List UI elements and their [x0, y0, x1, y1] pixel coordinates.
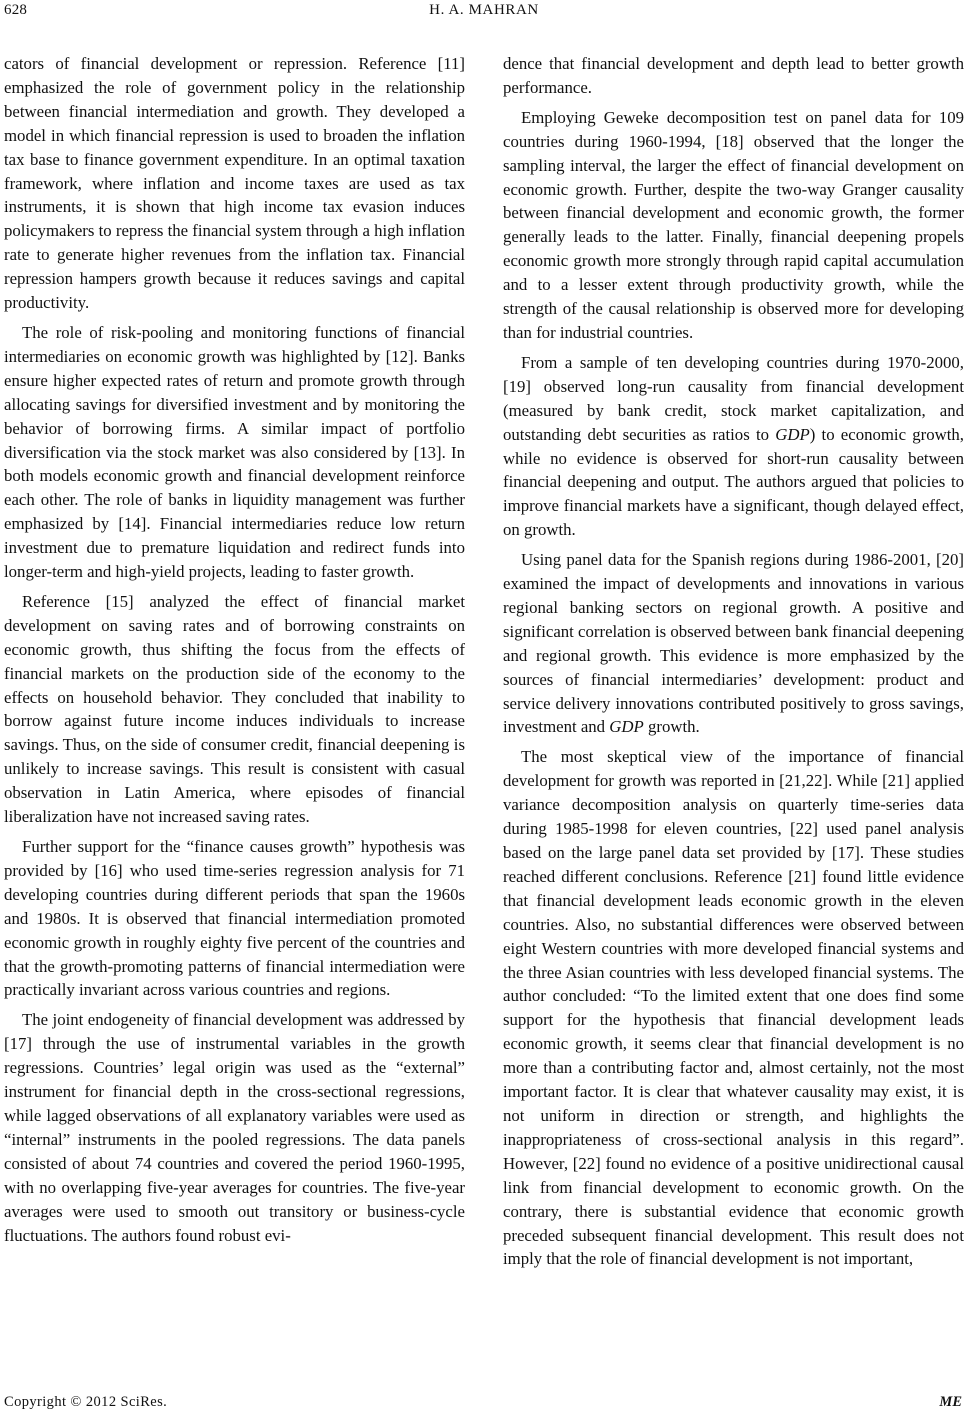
paragraph-text: ) to economic growth, while no evidence is observed for short-run causality between financial deepening and output. The authors argued that policies to improve financial markets have a significant, though delayed effect, on growth. — [503, 424, 964, 540]
paragraph-text: growth. — [643, 717, 700, 737]
running-header — [0, 0, 968, 30]
left-column — [4, 52, 465, 1247]
gdp-term: GDP — [609, 717, 644, 737]
paragraph-text: From a sample of ten developing countries during 1970-2000, [19] observed long-run causality from financial development (measured by bank credit, stock market capitalization, and outstanding debt securities as ratios to — [503, 352, 964, 444]
paragraph: Employing Geweke decomposition test on panel data for 109 countries during 1960-1994, [18] observed that the longer the sampling interval, the larger the effect of financial development on economic growth. Further, despite the two-way Granger causality between financial development and economic growth, the former generally leads to the latter. Finally, financial deepening propels economic growth more strongly through rapid capital accumulation and to a lesser extent through productivity growth, while the strength of the causal relationship is observed more for developing than for industrial countries. — [503, 107, 964, 342]
paragraph: Reference [15] analyzed the effect of financial market development on saving rates and of borrowing constraints on economic growth, thus shifting the focus from the effects of financial markets on the production side of the economy to the effects on household behavior. They concluded that inability to borrow against future income induces individuals to increase savings. Thus, on the side of consumer credit, financial deepening is unlikely to increase savings. This result is consistent with casual observation in Latin America, where episodes of financial liberalization have not increased saving rates. — [4, 591, 465, 827]
paragraph: The joint endogeneity of financial development was addressed by [17] through the use of instrumental variables in the growth regressions. Countries’ legal origin was used as the “external” instrument for financial depth in the cross-sectional regressions, while lagged observations of all explanatory variables were used as “internal” instruments in the pooled regressions. The data panels consisted of about 74 countries and covered the period 1960-1995, with no overlapping five-year averages for countries. The five-year averages were used to smooth out transitory or business-cycle fluctuations. The authors found robust evi- — [4, 1010, 465, 1245]
paragraph: dence that financial development and depth lead to better growth performance. — [503, 54, 964, 97]
paragraph — [503, 351, 964, 542]
page-footer — [0, 1390, 968, 1414]
journal-abbreviation: ME — [939, 1394, 962, 1410]
paragraph: Further support for the “finance causes growth” hypothesis was provided by [16] who used time-series regression analysis for 71 developing countries during different periods that span the 1960s and 1980s. It is observed that financial intermediation promoted economic growth in roughly eighty five percent of the countries and that the growth-promoting patterns of financial intermediation were practically invariant across various countries and regions. — [4, 837, 465, 1000]
paragraph: The role of risk-pooling and monitoring functions of financial intermediaries on economic growth was highlighted by [12]. Banks ensure higher expected rates of return and promote growth through allocating savings for diversified investment and by monitoring the behavior of borrowing firms. A similar impact of portfolio diversification via the stock market was also considered by [13]. In both models economic growth and financial development reinforce each other. The role of banks in liquidity management was further emphasized by [14]. Financial intermediaries reduce low return investment due to premature liquidation and redirect funds into longer-term and high-yield projects, leading to faster growth. — [4, 322, 465, 582]
paragraph: cators of financial development or repression. Reference [11] emphasized the role of government policy in the relationship between financial intermediation and growth. They developed a model in which financial repression is used to broaden the inflation tax base to finance government expenditure. In an optimal taxation framework, where inflation and income taxes are used as tax instruments, it is shown that high income tax evasion induces policymakers to repress the financial system through a high inflation rate to generate higher revenues from the inflation tax. Financial repression hampers growth because it reduces savings and capital productivity. — [4, 54, 465, 313]
gdp-term: GDP — [775, 424, 810, 444]
paragraph — [503, 548, 964, 739]
page-number: 628 — [4, 2, 28, 18]
copyright-notice: Copyright © 2012 SciRes. — [4, 1394, 168, 1410]
paragraph: The most skeptical view of the importance of financial development for growth was reported in [21,22]. While [21] applied variance decomposition analysis on quarterly time-series data during 1985-1998 for eleven countries, [22] used panel analysis based on the large panel data set provided by [17]. These studies reached different conclusions. Reference [21] found little evidence that financial development leads economic growth in the eleven countries. Also, no substantial differences were observed between eight Western countries with more developed financial systems and the three Asian countries with less developed financial systems. The author concluded: “To the limited extent that one does find some support for the hypothesis that financial development leads economic growth, it seems clear that financial development is no more than a contributing factor and, almost certainly, not the most important factor. It is clear that whatever causality may exist, it is not uniform in direction or strength, and highlights the inappropriateness of cross-sectional analysis in this regard”. However, [22] found no evidence of a positive unidirectional causal link from financial development to economic growth. On the contrary, there is substantial evidence that economic growth preceded subsequent financial development. This result does not imply that the role of financial development is not important, — [503, 747, 964, 1269]
right-column — [503, 52, 964, 1271]
paragraph-text: Using panel data for the Spanish regions during 1986-2001, [20] examined the impact of developments and innovations in various regional banking sectors on regional growth. A positive and significant correlation is observed between bank financial deepening and regional growth. This evidence is more emphasized by the sources of financial intermediaries’ development: product and service delivery innovations contributed positively to gross savings, investment and — [503, 550, 964, 737]
running-head-author: H. A. MAHRAN — [429, 2, 539, 18]
